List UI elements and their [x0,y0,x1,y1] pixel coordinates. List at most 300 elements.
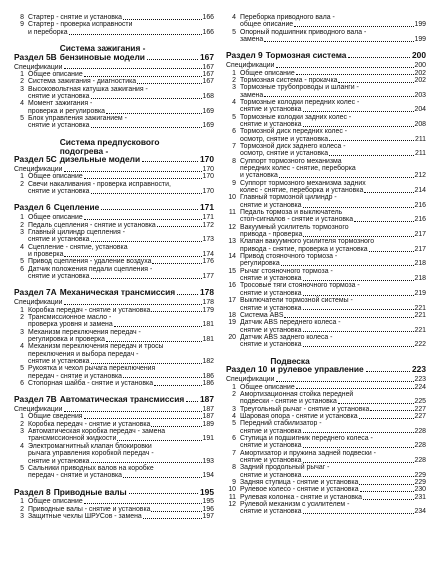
entry-text: Рукоятка и чехол рычага переключения [28,365,156,373]
section-page-number: 187 [200,394,214,405]
entry-line [28,373,214,380]
section-heading [14,488,214,497]
dot-leader [329,140,414,141]
section-title [54,488,214,497]
entry-text: Механизм переключения передач и тросы [28,343,164,351]
section-title-line [60,53,214,62]
entry-text: Тормозная система - прокачка [240,76,338,84]
dot-leader [303,476,414,477]
entry-text: Переборка приводного вала - [240,14,335,21]
entry-text: стоп-сигналов - снятие и установка [240,216,354,224]
dot-leader [101,209,198,210]
entry-text: снятие и установка [240,471,302,479]
entry-body [240,180,426,195]
entry-text: Датчик ABS переднего колеса - [240,319,341,327]
dot-leader [123,19,202,20]
entry-number: 2 [20,78,24,86]
dot-leader [366,371,410,372]
entry-line [28,181,214,188]
entry-text: Электромагнитный клапан блокировки [28,442,152,450]
entry-text: Свечи накаливания - проверка исправности, [28,180,171,188]
entry-text: снятие и установка [240,201,302,209]
entry-text: Привод стояночного тормоза - [240,253,338,261]
dot-leader [91,193,202,194]
toc-entry [226,143,426,158]
entry-text: Педаль сцепления - снятие и установка [28,221,156,229]
entry-line [240,143,426,150]
entry-line [28,78,214,85]
entry-body [240,158,426,180]
entry-body [28,314,214,329]
entry-line [240,231,426,238]
entry-body [28,222,214,229]
entry-number: 11 [228,209,236,217]
entry-body [240,297,426,312]
entry-body [28,266,214,281]
entry-page-number: 200 [414,62,426,70]
entry-text: Тормозные трубопроводы и шланги - [240,84,359,92]
entry-text: Приводные валы - снятие и установка [28,505,151,513]
section-title-line [60,288,214,297]
entry-line [28,251,214,258]
dot-leader [123,377,201,378]
entry-number: 10 [228,194,236,202]
entry-text: Главный тормозной цилиндр - [240,194,337,202]
dot-leader [303,513,414,514]
entry-number: 3 [20,85,24,93]
entry-number: 4 [20,243,24,251]
entry-page-number: 203 [414,91,426,99]
entry-line [240,275,426,282]
entry-page-number: 194 [202,472,214,480]
entry-body [28,244,214,259]
entry-text: Задняя ступица - снятие и установка [240,478,359,486]
entry-number: 7 [232,142,236,150]
entry-line [240,297,426,304]
entry-line [14,299,214,306]
entry-body [240,268,426,283]
entry-body [28,181,214,196]
entry-line [240,494,426,501]
entry-body [240,209,426,224]
entry-line [240,479,426,486]
toc-entry [14,181,214,196]
entry-line [28,321,214,328]
entry-number: 18 [228,311,236,319]
entry-text: Общее описание [28,498,83,506]
entry-line [240,165,426,172]
entry-line [240,158,426,165]
entry-number: 5 [20,258,24,266]
entry-line [28,14,214,21]
entry-page-number: 225 [414,398,426,406]
entry-line [28,314,214,321]
entry-line [28,173,214,180]
entry-body [240,238,426,253]
entry-line [28,513,214,520]
entry-body [28,21,214,36]
dot-leader [303,346,414,347]
entry-line [28,86,214,93]
entry-body [240,486,426,493]
entry-body [240,334,426,349]
dot-leader [91,98,202,99]
entry-text: Педаль тормоза и выключатель [240,209,343,217]
entry-body [240,143,426,158]
section-heading [14,288,214,297]
section-title-text: и рулевое управление [270,364,364,375]
entry-number: 3 [20,428,24,436]
entry-line [28,435,214,442]
toc-entry [226,29,426,44]
entry-body [28,86,214,101]
entry-text: снятие и установка [240,326,302,334]
entry-line [226,62,426,69]
entry-page-number: 227 [414,405,426,413]
entry-body [240,501,426,516]
entry-text: рычага управления коробкой передач - [28,450,154,458]
section-heading-row [14,138,214,164]
entry-page-number: 217 [414,245,426,253]
entry-number: 9 [232,179,236,187]
entry-number: 8 [20,14,24,21]
entry-line [28,273,214,280]
entry-number: 8 [232,464,236,472]
section-title [60,138,214,164]
entry-line [240,305,426,312]
entry-line [240,464,426,471]
entry-text: Треугольный рычаг - снятие и установка [240,405,370,413]
toc-entry [226,238,426,253]
dot-leader [64,171,202,172]
entry-text: Спецификации [14,406,63,414]
entry-number: 5 [232,113,236,121]
entry-text: Стартер - снятие и установка [28,14,122,21]
entry-body [240,14,426,29]
entry-line [240,260,426,267]
dot-leader [279,177,414,178]
entry-text: Момент зажигания - [28,100,93,108]
entry-line [28,122,214,129]
toc-column-left [14,14,214,520]
entry-text: снятие и установка [28,122,90,130]
entry-line [14,64,214,71]
entry-page-number: 181 [202,335,214,343]
dot-leader [281,265,414,266]
entry-line [240,21,426,28]
entry-line [240,472,426,479]
entry-text: Тормозные колодки передних колес - [240,98,360,106]
entry-number: 13 [228,238,236,246]
entry-line [28,329,214,336]
dot-leader [157,226,202,227]
entry-line [240,312,426,319]
entry-line [240,99,426,106]
toc-entry [226,268,426,283]
section-heading-row [14,395,214,404]
entry-body [14,64,214,71]
entry-text: Тормозной диск заднего колеса - [240,142,346,150]
entry-text: замена [240,36,264,44]
toc-entry [226,209,426,224]
section-label: Раздел 10 [226,364,268,375]
entry-page-number: 211 [415,150,426,158]
toc-entry [226,99,426,114]
entry-text: Система зажигания - диагностика [28,78,137,86]
entry-text: осмотр, снятие и установка [240,135,329,143]
section-label: Раздел 9 [226,50,263,61]
entry-line [28,188,214,195]
dot-leader [369,251,414,252]
entry-text: Общее описание [28,214,83,222]
entry-body [28,428,214,443]
entry-body [28,78,214,85]
section-label: Раздел 7В [14,394,57,405]
entry-line [240,246,426,253]
dot-leader [64,411,202,412]
entry-text: снятие и установка [28,457,90,465]
toc-entry [226,494,426,501]
entry-text: Главный цилиндр сцепления - [28,228,125,236]
entry-line [240,70,426,77]
dot-leader [84,503,202,504]
section-title-line [266,51,426,60]
entry-text: Рулевое колесо - снятие и установка [240,486,359,494]
entry-number: 1 [20,173,24,181]
entry-line [28,258,214,265]
toc-entry [14,258,214,265]
dot-leader [303,447,414,448]
entry-text: передних колес - снятие, переборка [240,164,356,172]
dot-leader [294,26,413,27]
entry-line [28,506,214,513]
dot-leader [177,294,198,295]
entry-text: и установка [240,172,278,180]
entry-line [240,406,426,413]
section-title [60,395,214,404]
dot-leader [64,68,202,69]
entry-text: Спецификации [226,62,275,70]
dot-leader [84,76,202,77]
entry-body [240,479,426,486]
entry-page-number: 173 [202,236,214,244]
toc-entry [14,465,214,480]
section-heading [14,203,214,212]
entry-line [240,106,426,113]
dot-leader [338,82,413,83]
entry-body [240,420,426,435]
toc-entry [226,253,426,268]
entry-text: Суппорт тормозного механизма задних [240,179,366,187]
entry-page-number: 217 [414,231,426,239]
toc-entry [14,513,214,520]
entry-page-number: 187 [202,413,214,421]
entry-page-number: 171 [202,214,214,222]
toc-entry [226,435,426,450]
entry-page-number: 228 [414,442,426,450]
section-page-number: 178 [200,287,214,298]
section-heading [14,138,214,164]
section-title-text: Система зажигания - [59,43,146,54]
entry-text: снятие и установка [240,456,302,464]
section-heading [226,51,426,60]
entry-body [28,229,214,244]
entry-text: Рулевая колонка - снятие и установка [240,493,362,501]
entry-number: 3 [20,228,24,236]
entry-body [240,464,426,479]
entry-body [28,513,214,520]
entry-line [28,465,214,472]
toc-entry [14,343,214,365]
entry-line [28,29,214,36]
entry-text: Тормозные колодки задних колес - [240,113,352,121]
entry-number: 20 [228,333,236,341]
section-title-text: Тормозная система [265,50,347,61]
toc-entry [226,84,426,99]
section-title-line [270,365,426,374]
entry-body [28,465,214,480]
toc-entry [14,173,214,180]
entry-page-number: 186 [202,372,214,380]
entry-body [240,282,426,297]
section-title-text: Сцепление [53,202,100,213]
toc-entry [226,450,426,465]
entry-number: 4 [20,100,24,108]
dot-leader [129,493,198,494]
entry-body [28,115,214,130]
entry-body [240,224,426,239]
entry-text: Вакуумный усилитель тормозного [240,223,349,231]
dot-leader [151,311,201,312]
entry-body [240,406,426,413]
entry-body [28,71,214,78]
entry-body [240,253,426,268]
entry-line [240,282,426,289]
toc-entry [226,312,426,319]
entry-text: Датчик положения педали сцепления - [28,265,153,273]
entry-number: 17 [228,297,236,305]
entry-text: передач - снятие и установка [28,472,123,480]
dot-leader [151,426,201,427]
dot-leader [147,59,198,60]
entry-page-number: 214 [414,187,426,195]
dot-leader [137,83,201,84]
section-page-number: 171 [200,202,214,213]
entry-page-number: 166 [202,28,214,36]
toc-entry [14,229,214,244]
entry-text: Привод сцепления - удаление воздуха [28,258,152,266]
dot-leader [91,462,202,463]
entry-body [240,128,426,143]
entry-line [240,253,426,260]
entry-body [28,258,214,265]
toc-entry [226,70,426,77]
dot-leader [91,127,202,128]
entry-text: снятие и установка [240,289,302,297]
section-page-number: 195 [200,486,214,497]
dot-leader [354,221,413,222]
entry-text: Спецификации [14,166,63,174]
entry-body [28,498,214,505]
entry-text: Общее описание [28,70,83,78]
entry-page-number: 193 [202,457,214,465]
entry-text: Ступица и подшипник переднего колеса - [240,434,373,442]
toc-entry [14,244,214,259]
entry-text: Рычаг стояночного тормоза - [240,267,333,275]
section-title [270,357,426,375]
entry-text: переключения и выбора передач - [28,350,139,358]
entry-number: 2 [232,76,236,84]
entry-body [240,494,426,501]
dot-leader [143,518,202,519]
entry-text: трансмиссионной жидкости [28,435,117,443]
dot-leader [151,511,201,512]
dot-leader [186,401,198,402]
section-heading-row [14,288,214,297]
entry-page-number: 196 [202,505,214,513]
section-heading [226,357,426,375]
dot-leader [303,207,414,208]
entry-page-number: 181 [202,321,214,329]
entry-number: 12 [228,501,236,509]
entry-page-number: 202 [414,69,426,77]
section-title-line [60,395,214,404]
entry-line [240,327,426,334]
section-title-text: Подвеска [270,355,310,366]
entry-line [28,214,214,221]
entry-text: Суппорт тормозного механизма [240,157,342,165]
entry-text: Спецификации [14,299,63,307]
entry-page-number: 167 [202,78,214,86]
toc-entry [14,314,214,329]
dot-leader [284,317,413,318]
entry-body [240,435,426,450]
toc-entry [14,78,214,85]
entry-number: 4 [20,442,24,450]
entry-line [28,244,214,251]
toc-entry [226,501,426,516]
entry-number: 2 [20,420,24,428]
entry-line [28,380,214,387]
entry-text: снятие и установка [240,120,302,128]
entry-text: снятие и установка [240,275,302,283]
entry-page-number: 224 [414,383,426,391]
dot-leader [69,34,202,35]
toc-entry [14,299,214,306]
entry-page-number: 170 [202,173,214,181]
dot-leader [114,326,202,327]
section-heading-row [14,203,214,212]
entry-line [28,336,214,343]
entry-line [240,114,426,121]
entry-text: Сцепление - снятие, установка [28,243,128,251]
entry-line [240,209,426,216]
entry-page-number: 222 [414,341,426,349]
toc-entry [14,214,214,221]
section-title-text: Приводные валы [53,486,127,497]
entry-text: снятие и установка [240,304,302,312]
entry-body [240,391,426,406]
toc-entry [14,428,214,443]
toc-entry [226,128,426,143]
entry-body [240,99,426,114]
toc-entry [226,297,426,312]
entry-number: 7 [232,449,236,457]
section-page-number: 170 [200,154,214,165]
entry-text: Шаровая опора - снятие и установка [240,412,358,420]
entry-text: и проверка [28,251,64,258]
toc-entry [14,307,214,314]
